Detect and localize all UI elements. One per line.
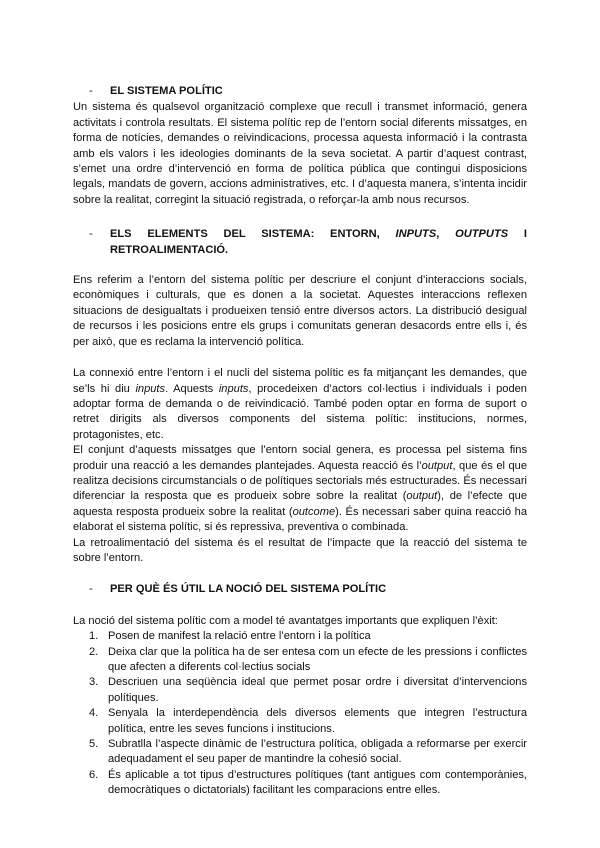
document-page	[73, 84, 527, 799]
paragraph: Ens referim a l’entorn del sistema polític per descriure el conjunt d’interaccions socials, econòmiques i culturals, que es donen a la societat. Aquestes interaccions reflexen situacions de desigualtats i produeixen tensió entre diversos actors. La distribució desigual de recursos i les posicions entre els grups i comunitats generan desacords entre ells i, és per això, que es reclama la intervenció política.	[73, 274, 527, 348]
section-title-line-1: ELS ELEMENTS DEL SISTEMA: ENTORN, INPUTS, OUTPUTS I	[110, 228, 527, 241]
advantages-list	[73, 629, 527, 798]
list-item: 5. Subratlla l’aspecte dinàmic de l’estructura política, obligada a reformarse per exercir adequadament el seu paper de mantindre la cohesió social.	[89, 738, 527, 766]
bullet-dash: -	[89, 583, 93, 596]
paragraph: La connexió entre l’entorn i el nucli del sistema polític es fa mitjançant les demandes, que se’ls hi diu inputs. Aquests inputs, procedeixen d’actors col·lectius i individuals i poden adoptar forma de demanda o de reivindicació. També poden optar en forma de suport o retret dirigits als diversos components del sistema polític: institucions, normes, protagonistes, etc.	[73, 367, 527, 441]
section-heading-elements	[73, 227, 527, 258]
section-heading-sistema-politic	[73, 84, 527, 99]
list-item: 4. Senyala la interdependència dels diversos elements que integren l’estructura política, entre les seves funcions i institucions.	[89, 707, 527, 735]
list-item: 3. Descriuen una seqüència ideal que permet posar ordre i diversitat d’intervencions polítiques.	[89, 676, 527, 704]
bullet-dash: -	[89, 228, 93, 241]
list-item: 1. Posen de manifest la relació entre l’entorn i la política	[89, 630, 371, 643]
paragraph: La retroalimentació del sistema és el resultat de l’impacte que la reacció del sistema te sobre l’entorn.	[73, 536, 527, 564]
paragraph: Un sistema és qualsevol organització complexe que recull i transmet informació, genera activitats i controla resultats. El sistema polític rep de l’entorn social diferents missatges, en forma de notícies, demandes o reivindicacions, processa aquesta informació i la contrasta amb els valors i les ideologies dominants de la seva societat. A partir d’aquest contrast, s’emet una ordre d’intervenció en forma de política pública que contingui disposicions legals, mandats de govern, accions administratives, etc. I d’aquesta manera, s’intenta incidir sobre la realitat, corregint la situació registrada, o reforçar-la amb nous recursos.	[73, 101, 527, 206]
section-title-line-2: RETROALIMENTACIÓ.	[110, 243, 229, 256]
bullet-dash: -	[89, 85, 93, 97]
paragraph: La noció del sistema polític com a model té avantatges importants que expliquen l’èxit:	[73, 614, 498, 627]
section-title: PER QUÈ ÉS ÚTIL LA NOCIÓ DEL SISTEMA POLÍTIC	[110, 583, 387, 596]
section-title: EL SISTEMA POLÍTIC	[110, 85, 223, 97]
section-heading-per-que	[73, 582, 527, 597]
list-item: 6. És aplicable a tot tipus d’estructures polítiques (tant antigues com contemporànies, democràtiques o dictatorials) facilitant les comparacions entre elles.	[89, 768, 527, 797]
list-item: 2. Deixa clar que la política ha de ser entesa com un efecte de les pressions i conflictes que afecten a diferents col·lectius socials	[89, 645, 527, 673]
paragraph: El conjunt d’aquests missatges que l’entorn social genera, es processa pel sistema fins produir una reacció a les demandes plantejades. Aquesta reacció és l’output, que és el que realitza decisions circumstancials o de polítiques sectorials més estructurades. És necessari diferenciar la resposta que es produeix sobre sobre la realitat (output), de l’efecte que aquesta resposta produeix sobre la realitat (outcome). És necessari saber quina reacció ha elaborat el sistema polític, si és repressiva, preventiva o combinada.	[73, 444, 528, 534]
